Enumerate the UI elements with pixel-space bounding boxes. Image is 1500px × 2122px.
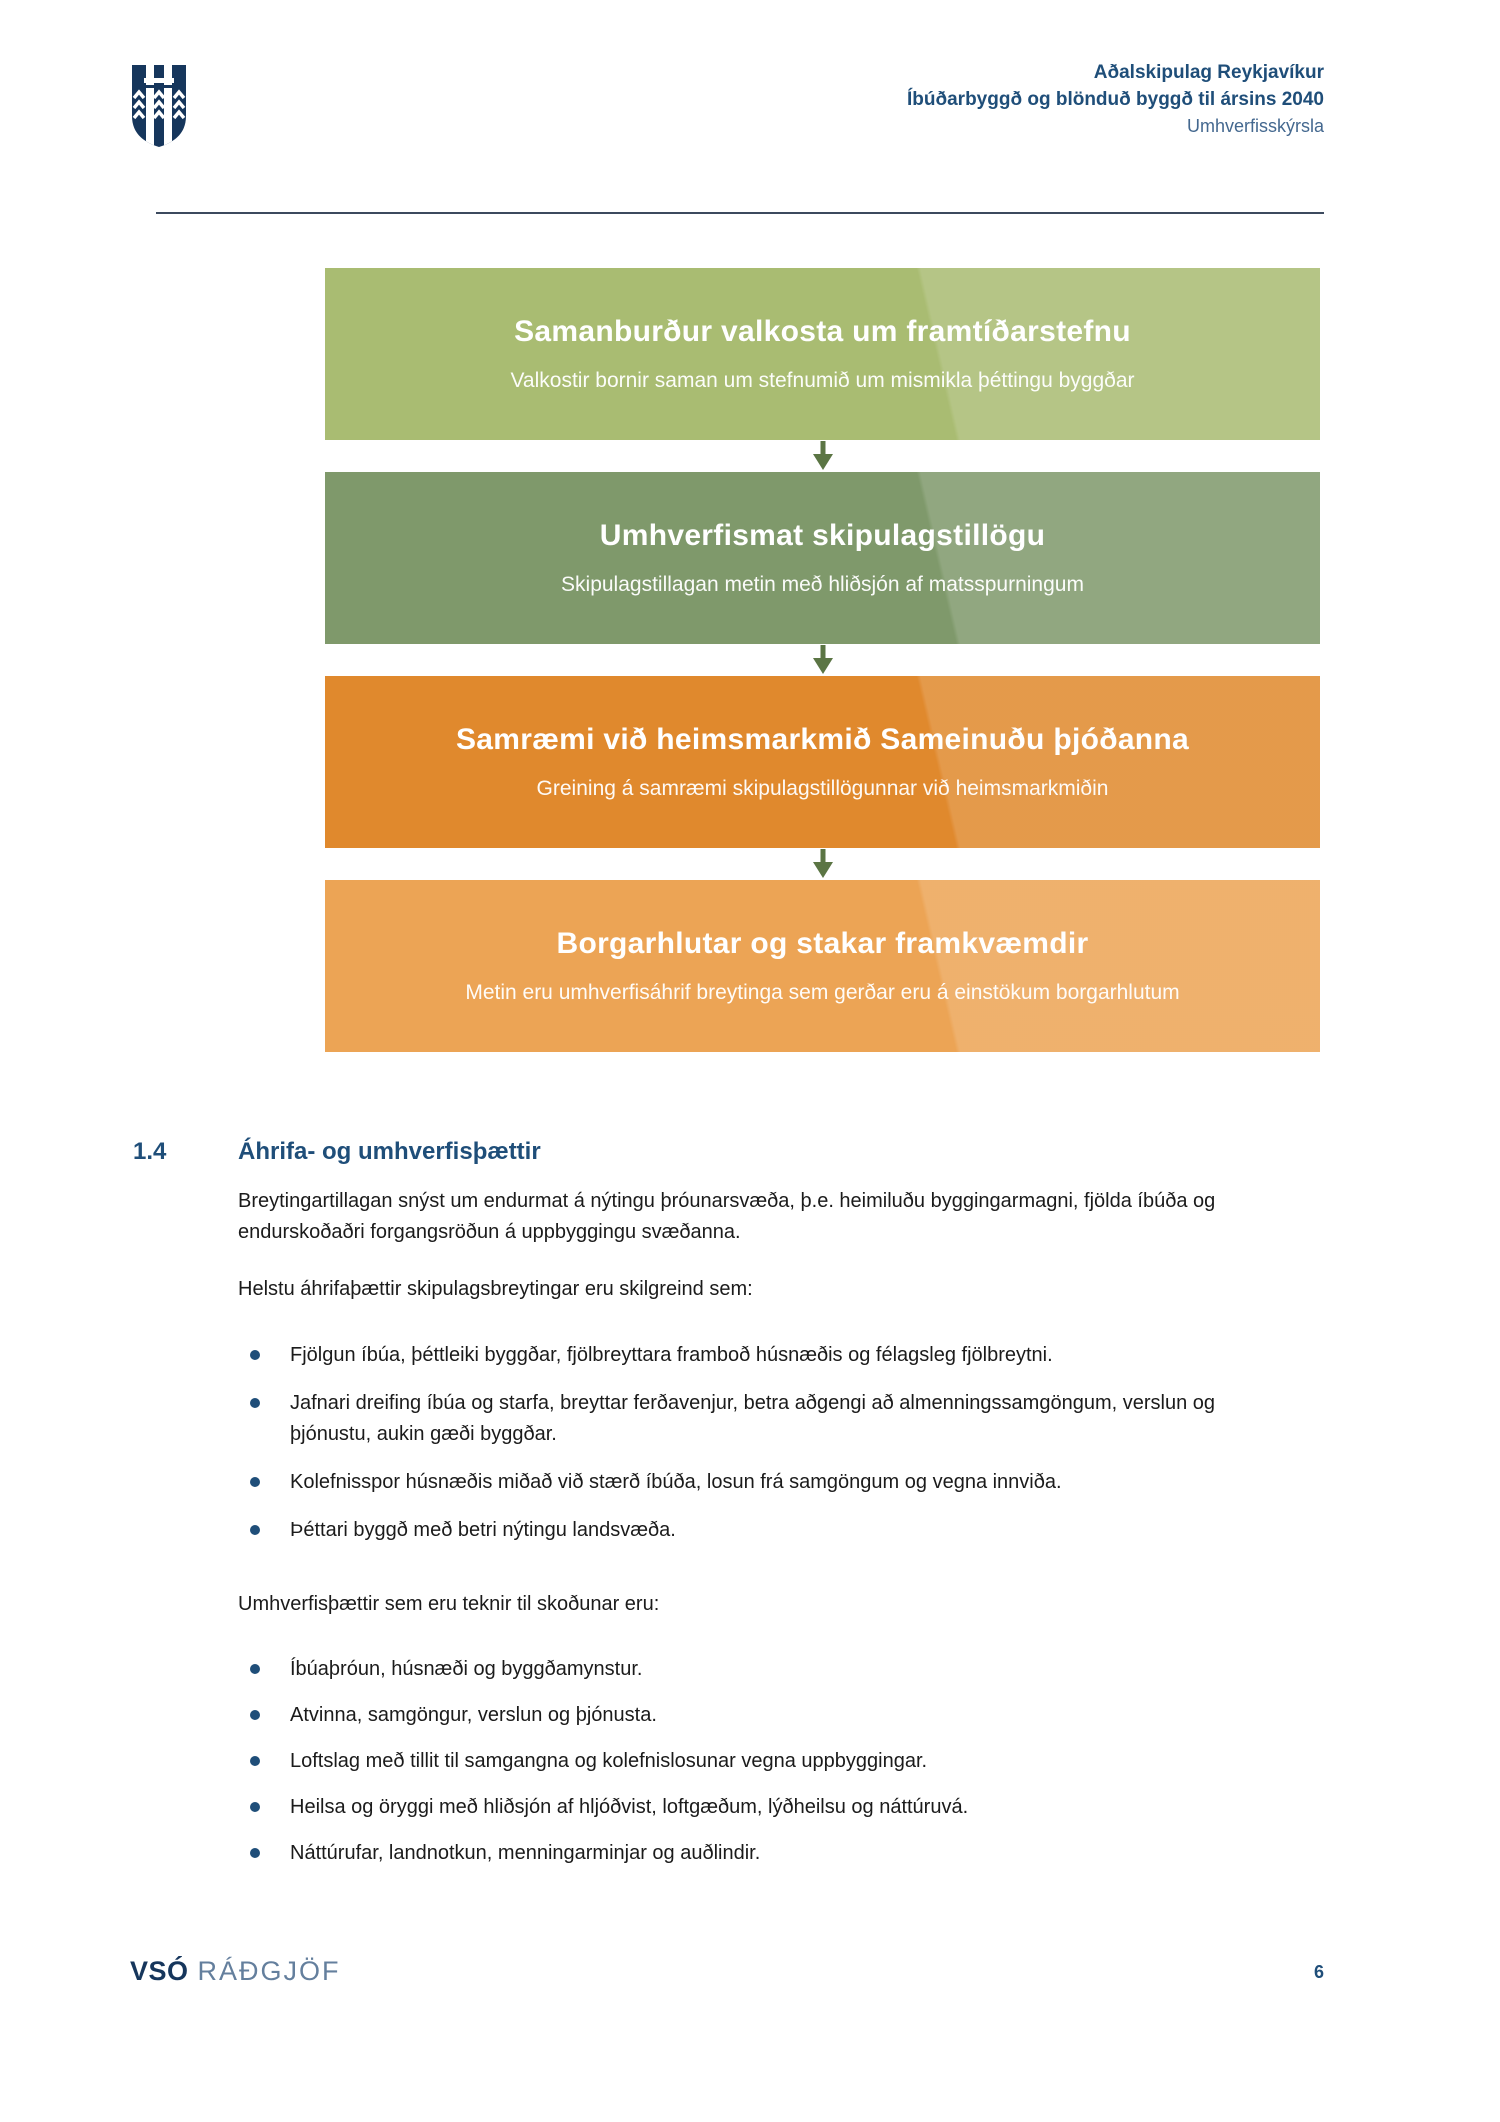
- bullet-dot-icon: [250, 1848, 260, 1858]
- section-number: 1.4: [133, 1138, 167, 1165]
- bullet-dot-icon: [250, 1710, 260, 1720]
- down-arrow-icon: [325, 848, 1320, 880]
- brand-name-light: RÁÐGJÖF: [197, 1956, 341, 1986]
- list-item: [238, 1515, 1248, 1546]
- reykjavik-coat-of-arms-icon: [130, 64, 188, 149]
- environmental-factors-list: [238, 1654, 1248, 1870]
- list-item: [238, 1700, 1248, 1731]
- bullet-dot-icon: [250, 1477, 260, 1487]
- flow-step-1: [325, 268, 1320, 440]
- header-divider: [156, 212, 1324, 214]
- section-title: Áhrifa- og umhverfisþættir: [238, 1138, 541, 1165]
- list-item-text: Jafnari dreifing íbúa og starfa, breyttar ferðavenjur, betra aðgengi að almenningssamgöngum, verslun og þjónustu, aukin gæði byggðar.: [290, 1391, 1215, 1445]
- list-item-text: Kolefnisspor húsnæðis miðað við stærð íbúða, losun frá samgöngum og vegna innviða.: [290, 1471, 1062, 1494]
- flow-step-1-title: Samanburður valkosta um framtíðarstefnu: [514, 315, 1131, 348]
- list-item: [238, 1388, 1248, 1450]
- list-item-text: Náttúrufar, landnotkun, menningarminjar og auðlindir.: [290, 1842, 761, 1865]
- flow-step-3-title: Samræmi við heimsmarkmið Sameinuðu þjóðanna: [455, 723, 1190, 756]
- list-item: [238, 1746, 1248, 1777]
- assessment-process-diagram: [325, 268, 1320, 1052]
- bullet-dot-icon: [250, 1664, 260, 1674]
- brand-name-bold: VSÓ: [130, 1956, 189, 1986]
- paragraph: Helstu áhrifaþættir skipulagsbreytingar eru skilgreind sem:: [238, 1278, 753, 1301]
- flow-step-4-title: Borgarhlutar og stakar framkvæmdir: [556, 927, 1089, 960]
- list-item: [238, 1340, 1248, 1371]
- down-arrow-icon: [325, 644, 1320, 676]
- list-item: [238, 1654, 1248, 1685]
- flow-step-4-subtitle: Metin eru umhverfisáhrif breytinga sem gerðar eru á einstökum borgarhlutum: [465, 981, 1180, 1004]
- flow-step-3-subtitle: Greining á samræmi skipulagstillögunnar við heimsmarkmiðin: [536, 777, 1109, 800]
- list-item-text: Heilsa og öryggi með hliðsjón af hljóðvist, loftgæðum, lýðheilsu og náttúruvá.: [290, 1796, 969, 1819]
- section-1-4: [133, 1138, 1373, 1885]
- company-logo: [130, 1956, 341, 1987]
- bullet-dot-icon: [250, 1398, 260, 1408]
- list-item-text: Loftslag með tillit til samgangna og kolefnislosunar vegna uppbyggingar.: [290, 1750, 928, 1773]
- flow-step-1-subtitle: Valkostir bornir saman um stefnumið um mismikla þéttingu byggðar: [510, 369, 1135, 392]
- bullet-dot-icon: [250, 1802, 260, 1812]
- header-subtitle: Umhverfisskýrsla: [1186, 115, 1324, 136]
- list-item-text: Íbúaþróun, húsnæði og byggðamynstur.: [290, 1657, 643, 1680]
- bullet-dot-icon: [250, 1525, 260, 1535]
- list-item: [238, 1467, 1248, 1498]
- list-item: [238, 1838, 1248, 1869]
- document-header: [907, 60, 1324, 139]
- paragraph: Breytingartillagan snýst um endurmat á nýtingu þróunarsvæða, þ.e. heimiluðu byggingarmagni, fjölda íbúða og endurskoðaðri forgangsröðun á uppbyggingu svæðanna.: [238, 1190, 1216, 1244]
- header-title-line1: Aðalskipulag Reykjavíkur: [1093, 62, 1324, 83]
- flow-step-4: [325, 880, 1320, 1052]
- flow-step-2-subtitle: Skipulagstillagan metin með hliðsjón af matsspurningum: [561, 573, 1084, 596]
- flow-step-2-title: Umhverfismat skipulagstillögu: [599, 519, 1046, 552]
- list-item: [238, 1792, 1248, 1823]
- list-item-text: Atvinna, samgöngur, verslun og þjónusta.: [290, 1703, 657, 1726]
- flow-step-2: [325, 472, 1320, 644]
- header-title-line2: Íbúðarbyggð og blönduð byggð til ársins 2040: [907, 88, 1324, 110]
- flow-step-3: [325, 676, 1320, 848]
- down-arrow-icon: [325, 440, 1320, 472]
- impact-factors-list: [238, 1340, 1248, 1547]
- list-item-text: Þéttari byggð með betri nýtingu landsvæða.: [290, 1519, 676, 1542]
- paragraph: Umhverfisþættir sem eru teknir til skoðunar eru:: [238, 1592, 660, 1615]
- list-item-text: Fjölgun íbúa, þéttleiki byggðar, fjölbreyttara framboð húsnæðis og félagsleg fjölbreytni.: [290, 1343, 1053, 1366]
- bullet-dot-icon: [250, 1756, 260, 1766]
- page-number: 6: [1313, 1962, 1324, 1982]
- bullet-dot-icon: [250, 1350, 260, 1360]
